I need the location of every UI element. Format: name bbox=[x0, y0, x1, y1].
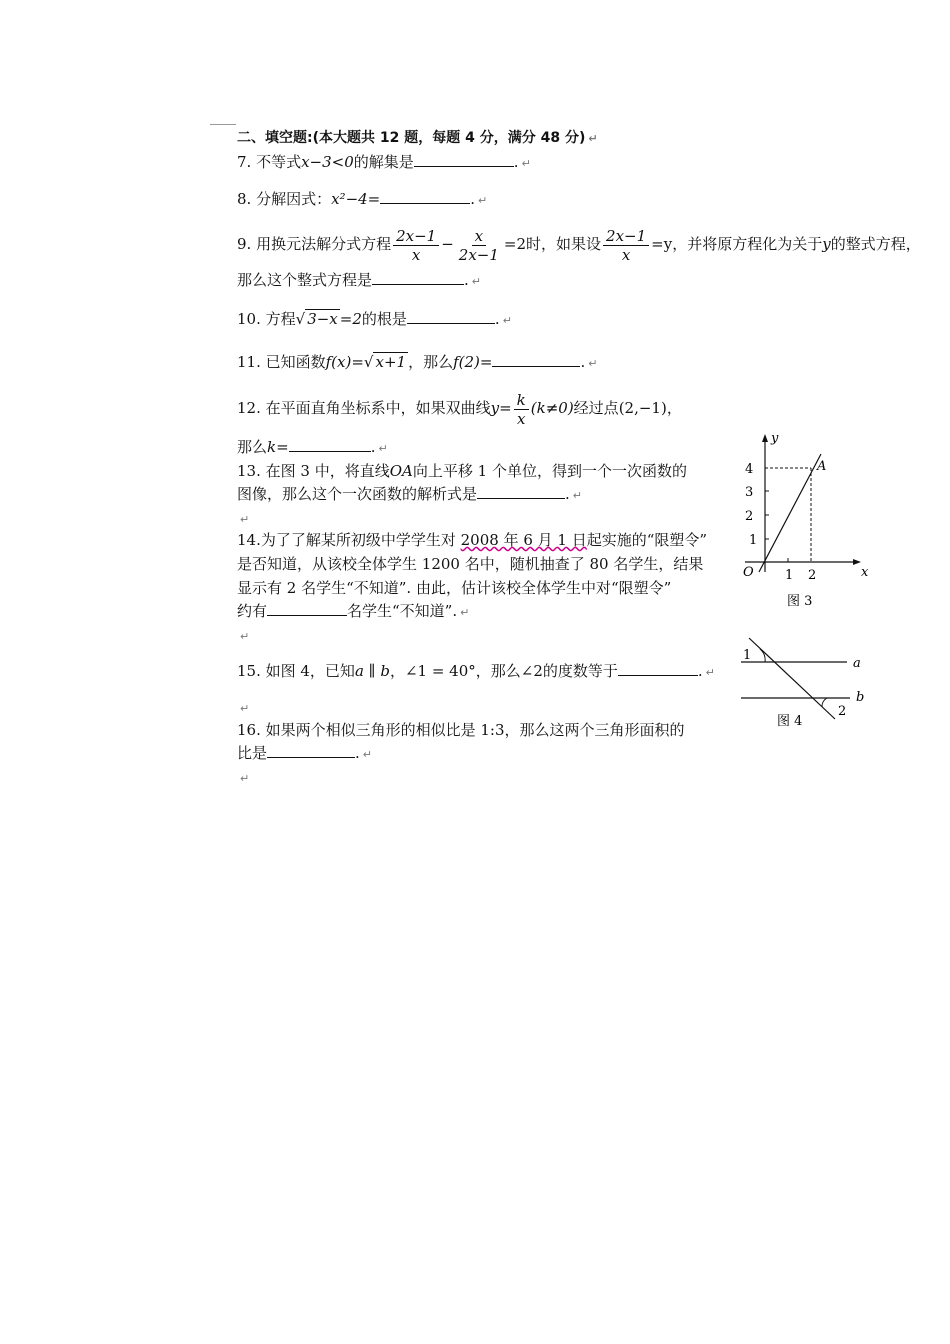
answer-blank[interactable] bbox=[492, 352, 580, 367]
question-14-line3: 显示有 2 名学生“不知道”. 由此，估计该校全体学生中对“限塑令” bbox=[237, 579, 672, 597]
question-9-line2: 那么这个整式方程是 . ↵ bbox=[237, 271, 482, 289]
question-7: 7. 不等式x−3<0的解集是 . ↵ bbox=[237, 153, 531, 171]
angle-2-label: 2 bbox=[838, 704, 847, 719]
question-14-line4: 约有 名学生“不知道”. ↵ bbox=[237, 602, 470, 620]
blank-paragraph: ↵ bbox=[240, 630, 250, 643]
question-12-line2: 那么k= . ↵ bbox=[237, 438, 388, 456]
answer-blank[interactable] bbox=[267, 601, 347, 616]
section-title: 二、填空题:(本大题共 12 题，每题 4 分，满分 48 分) ↵ bbox=[237, 130, 598, 146]
figure-3 bbox=[735, 430, 885, 615]
line-oa bbox=[759, 454, 821, 572]
figure-4-caption: 图 4 bbox=[777, 714, 803, 729]
question-12: 12. 在平面直角坐标系中，如果双曲线y= $\frac{k}{x}$ (k≠0)经过点(2,−1)， bbox=[237, 390, 682, 428]
question-15: 15. 如图 4，已知a ∥ b，∠1 = 40°，那么∠2的度数等于 . ↵ bbox=[237, 662, 715, 680]
answer-blank[interactable] bbox=[372, 270, 464, 285]
question-13-line2: 图像，那么这个一次函数的解析式是 . ↵ bbox=[237, 485, 583, 503]
line-b-label: b bbox=[856, 690, 865, 705]
x-axis-label: x bbox=[861, 565, 869, 580]
line-a-label: a bbox=[853, 656, 861, 671]
y-tick-4: 4 bbox=[745, 462, 754, 477]
answer-blank[interactable] bbox=[414, 152, 514, 167]
answer-blank[interactable] bbox=[289, 437, 371, 452]
y-axis-label: y bbox=[771, 431, 779, 446]
x-tick-2: 2 bbox=[808, 568, 817, 583]
x-tick-1: 1 bbox=[785, 568, 794, 583]
point-a-label: A bbox=[817, 459, 827, 474]
answer-blank[interactable] bbox=[380, 189, 470, 204]
answer-blank[interactable] bbox=[267, 743, 355, 758]
answer-blank[interactable] bbox=[477, 484, 565, 499]
answer-blank[interactable] bbox=[618, 661, 698, 676]
origin-label: O bbox=[743, 565, 754, 580]
question-10: 10. 方程√ 3−x =2的根是 . ↵ bbox=[237, 310, 512, 328]
y-tick-2: 2 bbox=[745, 509, 754, 524]
angle-1-arc bbox=[760, 649, 765, 662]
blank-paragraph: ↵ bbox=[240, 772, 250, 785]
angle-1-label: 1 bbox=[743, 648, 752, 663]
question-16: 16. 如果两个相似三角形的相似比是 1:3，那么这两个三角形面积的 bbox=[237, 721, 685, 739]
y-tick-1: 1 bbox=[749, 533, 758, 548]
question-14-line2: 是否知道，从该校全体学生 1200 名中，随机抽查了 80 名学生，结果 bbox=[237, 555, 704, 573]
blank-paragraph: ↵ bbox=[240, 513, 250, 526]
angle-2-arc bbox=[822, 698, 827, 707]
question-9: 9. 用换元法解分式方程 $\frac{2x-1}{x}$ − $\frac{x}{2x-1}$ =2时，如果设 $\frac{2x-1}{x}$ =y，并将原方程化为关于y的整式方程， bbox=[237, 226, 921, 264]
question-14: 14.为了了解某所初级中学学生对 2008 年 6 月 1 日起实施的“限塑令” bbox=[237, 531, 708, 549]
question-11: 11. 已知函数f(x)=√ x+1 ，那么f(2)= . ↵ bbox=[237, 353, 598, 371]
question-8: 8. 分解因式：x²−4= . ↵ bbox=[237, 190, 488, 208]
question-13: 13. 在图 3 中，将直线OA向上平移 1 个单位，得到一个一次函数的 bbox=[237, 462, 687, 480]
y-tick-3: 3 bbox=[745, 485, 754, 500]
figure-3-caption: 图 3 bbox=[787, 594, 813, 609]
answer-blank[interactable] bbox=[407, 309, 495, 324]
blank-paragraph: ↵ bbox=[240, 702, 250, 715]
y-axis-arrow bbox=[762, 434, 768, 442]
x-axis-arrow bbox=[853, 559, 861, 565]
figure-4 bbox=[735, 635, 885, 735]
top-rule bbox=[210, 124, 236, 125]
question-16-line2: 比是 . ↵ bbox=[237, 744, 373, 762]
